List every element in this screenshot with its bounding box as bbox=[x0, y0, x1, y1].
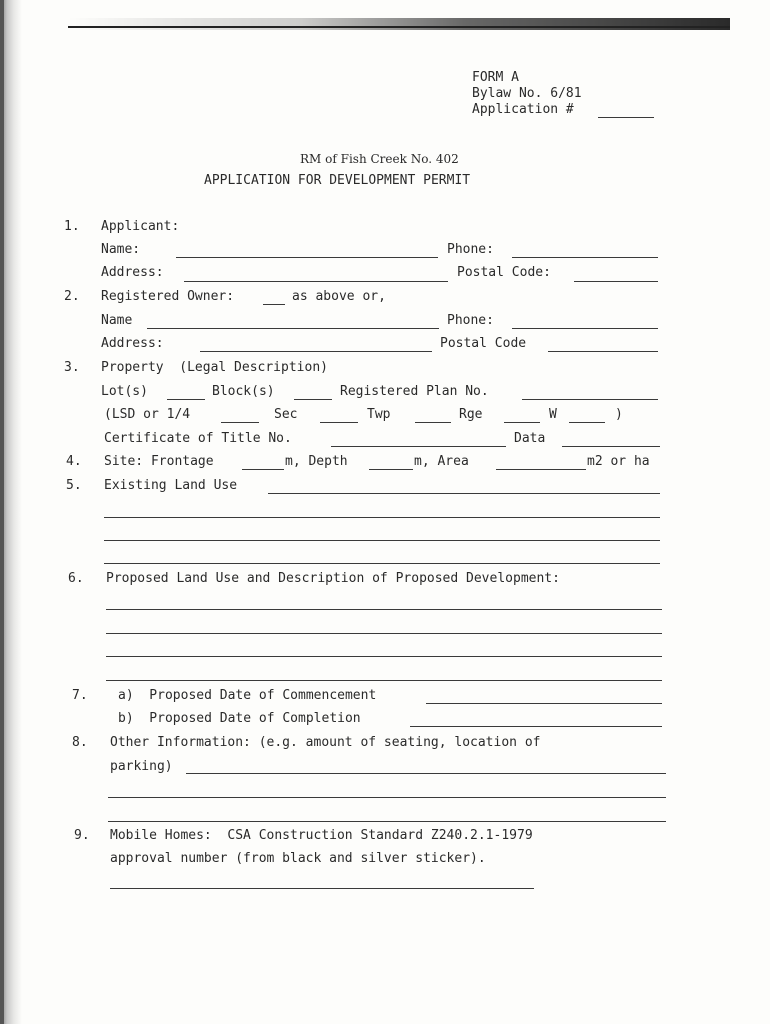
application-number-field[interactable] bbox=[598, 117, 654, 118]
form-label: FORM A bbox=[472, 70, 519, 85]
existing-land-use-label: Existing Land Use bbox=[104, 478, 238, 493]
applicant-address-field[interactable] bbox=[184, 281, 448, 282]
applicant-phone-field[interactable] bbox=[512, 257, 658, 258]
plan-field[interactable] bbox=[522, 399, 658, 400]
owner-name-field[interactable] bbox=[147, 328, 439, 329]
site-frontage-field[interactable] bbox=[242, 469, 284, 470]
proposed-land-use-field-4[interactable] bbox=[106, 680, 662, 681]
site-depth-label: m, Depth bbox=[285, 454, 348, 469]
applicant-phone-label: Phone: bbox=[447, 242, 494, 257]
owner-name-label: Name bbox=[101, 313, 133, 328]
block-field[interactable] bbox=[294, 399, 332, 400]
lsd-field[interactable] bbox=[221, 422, 259, 423]
site-area-label: m, Area bbox=[414, 454, 469, 469]
scan-top-bar bbox=[68, 18, 730, 30]
section-4-number: 4. bbox=[66, 454, 82, 469]
form-title: APPLICATION FOR DEVELOPMENT PERMIT bbox=[204, 173, 471, 188]
applicant-postal-label: Postal Code: bbox=[457, 265, 551, 280]
proposed-land-use-field-1[interactable] bbox=[106, 609, 662, 610]
commencement-date-field[interactable] bbox=[426, 703, 662, 704]
scan-edge-dark bbox=[0, 0, 4, 1024]
owner-postal-label: Postal Code bbox=[440, 336, 527, 351]
applicant-postal-field[interactable] bbox=[574, 281, 658, 282]
section-1-heading: Applicant: bbox=[101, 219, 180, 234]
other-information-label: Other Information: (e.g. amount of seating, location of bbox=[110, 735, 541, 750]
owner-address-label: Address: bbox=[101, 336, 164, 351]
block-label: Block(s) bbox=[212, 384, 275, 399]
section-2-heading: Registered Owner: bbox=[101, 289, 235, 304]
existing-land-use-field-4[interactable] bbox=[104, 563, 660, 564]
other-information-label-2: parking) bbox=[110, 759, 173, 774]
other-information-field-3[interactable] bbox=[108, 821, 666, 822]
section-3-heading: Property (Legal Description) bbox=[101, 360, 328, 375]
bylaw-label: Bylaw No. 6/81 bbox=[472, 86, 582, 101]
site-depth-field[interactable] bbox=[369, 469, 413, 470]
completion-date-label: b) Proposed Date of Completion bbox=[118, 711, 361, 726]
other-information-field-2[interactable] bbox=[108, 797, 666, 798]
proposed-land-use-label: Proposed Land Use and Description of Proposed Development: bbox=[106, 571, 560, 586]
existing-land-use-field-1[interactable] bbox=[268, 493, 660, 494]
lsd-label: (LSD or 1/4 bbox=[104, 407, 191, 422]
application-number-label: Application # bbox=[472, 102, 574, 117]
section-7-number: 7. bbox=[72, 688, 88, 703]
section-9-number: 9. bbox=[74, 828, 90, 843]
site-frontage-label: Site: Frontage bbox=[104, 454, 214, 469]
twp-label: Twp bbox=[367, 407, 391, 422]
owner-phone-label: Phone: bbox=[447, 313, 494, 328]
as-above-checkbox[interactable] bbox=[263, 304, 285, 305]
site-area-unit: m2 or ha bbox=[587, 454, 650, 469]
existing-land-use-field-3[interactable] bbox=[104, 540, 660, 541]
municipality-name: RM of Fish Creek No. 402 bbox=[300, 152, 459, 166]
lsd-close-paren: ) bbox=[615, 407, 623, 422]
mobile-homes-label: Mobile Homes: CSA Construction Standard Z240.2.1-1979 bbox=[110, 828, 533, 843]
proposed-land-use-field-2[interactable] bbox=[106, 633, 662, 634]
sec-label: Sec bbox=[274, 407, 298, 422]
title-certificate-field[interactable] bbox=[331, 446, 506, 447]
applicant-name-field[interactable] bbox=[176, 257, 438, 258]
completion-date-field[interactable] bbox=[410, 726, 662, 727]
twp-field[interactable] bbox=[415, 422, 451, 423]
plan-label: Registered Plan No. bbox=[340, 384, 489, 399]
owner-postal-field[interactable] bbox=[548, 351, 658, 352]
section-8-number: 8. bbox=[72, 735, 88, 750]
meridian-field[interactable] bbox=[569, 422, 605, 423]
rge-label: Rge bbox=[459, 407, 483, 422]
proposed-land-use-field-3[interactable] bbox=[106, 656, 662, 657]
section-1-number: 1. bbox=[64, 219, 80, 234]
applicant-name-label: Name: bbox=[101, 242, 141, 257]
title-certificate-label: Certificate of Title No. bbox=[104, 431, 292, 446]
sec-field[interactable] bbox=[320, 422, 358, 423]
title-date-label: Data bbox=[514, 431, 546, 446]
existing-land-use-field-2[interactable] bbox=[104, 517, 660, 518]
section-5-number: 5. bbox=[66, 478, 82, 493]
commencement-date-label: a) Proposed Date of Commencement bbox=[118, 688, 377, 703]
section-3-number: 3. bbox=[64, 360, 80, 375]
site-area-field[interactable] bbox=[496, 469, 586, 470]
lots-field[interactable] bbox=[167, 399, 205, 400]
owner-address-field[interactable] bbox=[200, 351, 432, 352]
owner-phone-field[interactable] bbox=[512, 328, 658, 329]
lots-label: Lot(s) bbox=[101, 384, 148, 399]
rge-field[interactable] bbox=[504, 422, 540, 423]
section-6-number: 6. bbox=[68, 571, 84, 586]
meridian-label: W bbox=[549, 407, 557, 422]
other-information-field-1[interactable] bbox=[186, 773, 666, 774]
as-above-label: as above or, bbox=[292, 289, 386, 304]
scan-top-line bbox=[68, 26, 730, 28]
mobile-homes-label-2: approval number (from black and silver sticker). bbox=[110, 851, 486, 866]
section-2-number: 2. bbox=[64, 289, 80, 304]
applicant-address-label: Address: bbox=[101, 265, 164, 280]
approval-number-field[interactable] bbox=[110, 888, 534, 889]
title-date-field[interactable] bbox=[562, 446, 660, 447]
